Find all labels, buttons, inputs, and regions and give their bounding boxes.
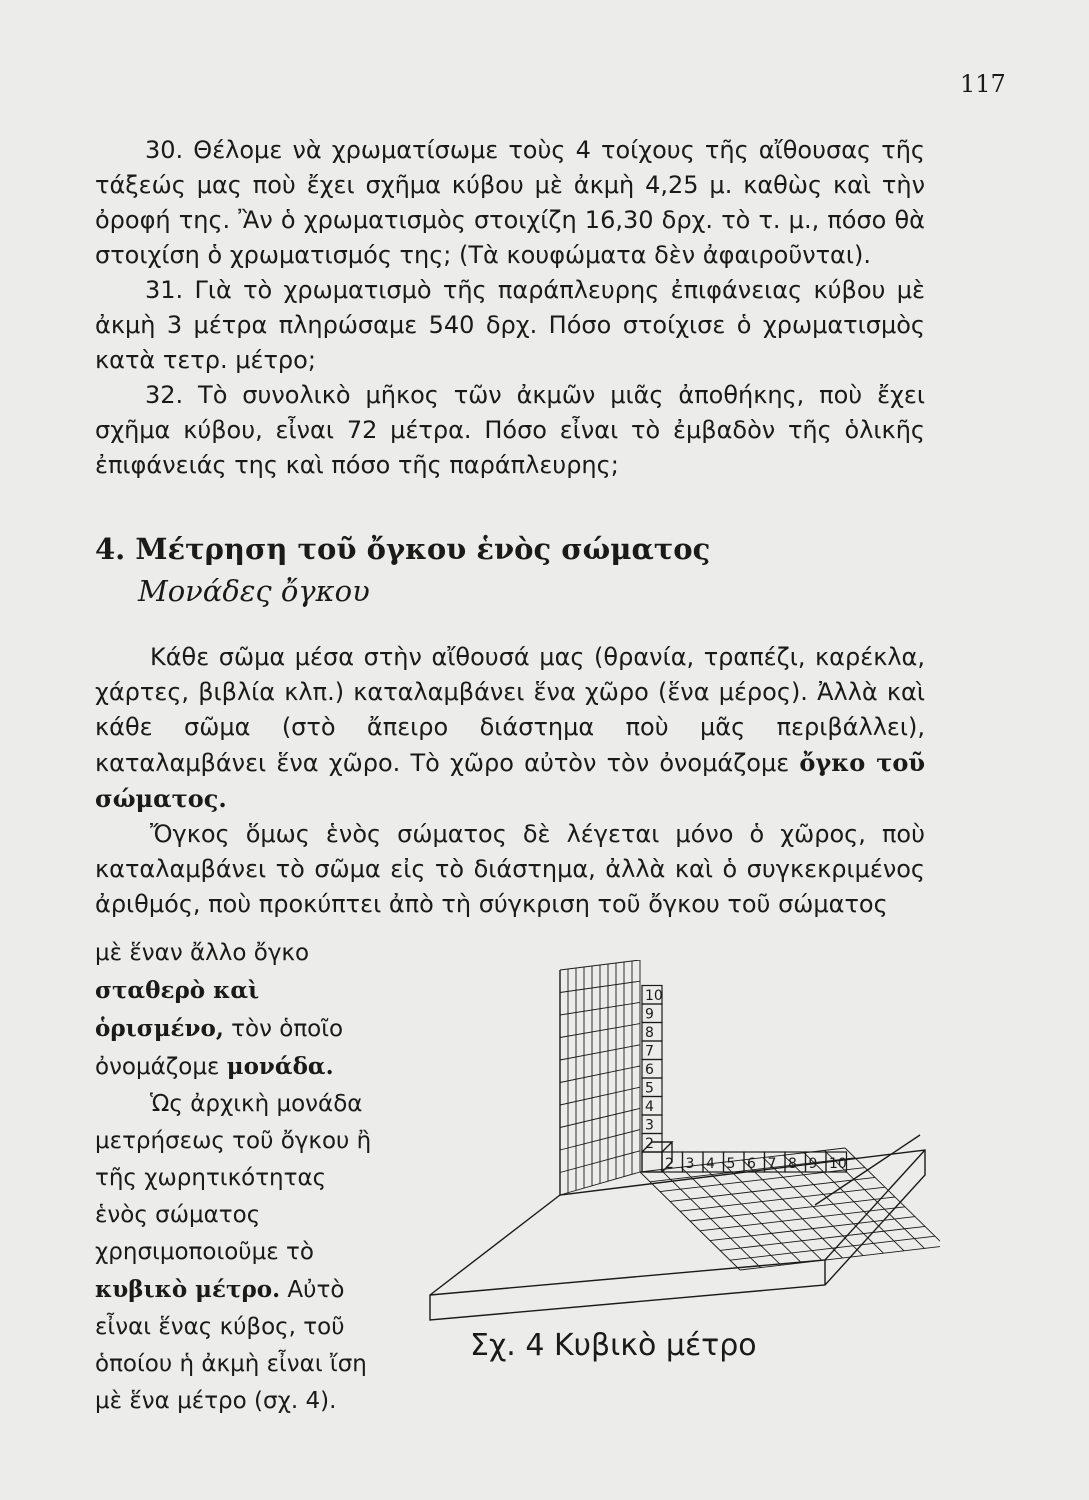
horizontal-scale-label: 2 — [665, 1156, 674, 1172]
vertical-scale-label: 10 — [645, 988, 663, 1004]
floor-grid-line — [740, 1246, 940, 1270]
horizontal-scale-label: 6 — [747, 1156, 756, 1172]
exercise-32: 32. Τὸ συνολικὸ μῆκος τῶν ἀκμῶν μιᾶς ἀποθήκης, ποὺ ἔχει σχῆμα κύβου, εἶναι 72 μέτρα. Πόσο εἶναι τὸ ἐμβαδὸν τῆς ὁλικῆς ἐπιφάνειάς της καὶ πόσο τῆς παράπλευρης; — [95, 381, 925, 479]
floor-grid-line — [720, 1226, 925, 1250]
page-number: 117 — [960, 70, 1006, 98]
paragraph-2-continuation — [95, 935, 380, 1086]
exercise-list — [95, 133, 925, 483]
floor-grid-line — [670, 1177, 875, 1201]
paragraph-3 — [95, 1086, 380, 1420]
vertical-scale-label: 2 — [645, 1136, 654, 1152]
exercise-30: 30. Θέλομε νὰ χρωματίσωμε τοὺς 4 τοίχους τῆς αἴθουσας τῆς τάξεώς μας ποὺ ἔχει σχῆμα κύβου μὲ ἀκμὴ 4,25 μ. καθὼς καὶ τὴν ὀροφή της. Ἂν ὁ χρωματισμὸς στοιχίζη 16,30 δρχ. τὸ τ. μ., πόσο θὰ στοιχίση ὁ χρωματισμός της; (Τὰ κουφώματα δὲν ἀφαιροῦνται). — [95, 136, 925, 269]
horizontal-scale-label: 3 — [685, 1156, 695, 1172]
horizontal-scale-label: 5 — [726, 1156, 736, 1172]
narrow-column-text — [95, 935, 380, 1420]
figure-caption: Σχ. 4 Κυβικὸ μέτρο — [470, 1328, 757, 1363]
floor-grid-line — [680, 1187, 885, 1211]
section-subtitle: Μονάδες ὄγκου — [138, 574, 370, 608]
horizontal-scale-label: 7 — [767, 1156, 777, 1172]
vertical-scale — [642, 986, 663, 1153]
horizontal-scale-label: 4 — [706, 1156, 715, 1172]
vertical-scale-label: 8 — [645, 1025, 654, 1041]
vertical-scale-label: 4 — [645, 1099, 654, 1115]
section-title: 4. Μέτρηση τοῦ ὄγκου ἑνὸς σώματος — [95, 532, 711, 566]
text-run: μὲ ἕναν ἄλλο ὄγκο — [95, 940, 310, 966]
intro-p1-term: ὄγκο τοῦ σώματος. — [95, 748, 925, 813]
text-run: τὸν ὁποῖο ὀνομάζομε — [95, 1016, 344, 1080]
floor-grid-line — [700, 1207, 905, 1231]
vertical-scale-label: 9 — [645, 1006, 654, 1023]
back-wall-line — [560, 970, 920, 1205]
term-unit: μονάδα. — [226, 1053, 334, 1080]
vertical-scale-label: 7 — [645, 1043, 654, 1060]
intro-text — [95, 640, 925, 922]
text-run: Αὐτὸ εἶναι ἕνας κύβος, τοῦ ὁποίου ἡ ἀκμὴ εἶναι ἴση μὲ ἕνα μέτρο (σχ. 4). — [95, 1277, 367, 1414]
horizontal-scale-label: 9 — [808, 1156, 818, 1172]
vertical-grid — [560, 960, 640, 1195]
intro-paragraph-2: Ὄγκος ὅμως ἑνὸς σώματος δὲ λέγεται μόνο ὁ χῶρος, ποὺ καταλαμβάνει τὸ σῶμα εἰς τὸ διάστημα, ἀλλὰ καὶ ὁ συγκεκριμένος ἀριθμός, ποὺ προκύπτει ἀπὸ τὴ σύγκριση τοῦ ὄγκου τοῦ σώματος — [95, 820, 925, 918]
vertical-scale-label: 3 — [645, 1117, 654, 1134]
exercise-31: 31. Γιὰ τὸ χρωματισμὸ τῆς παράπλευρης ἐπιφάνειας κύβου μὲ ἀκμὴ 3 μέτρα πληρώσαμε 540 δρχ. Πόσο στοίχισε ὁ χρωματισμὸς κατὰ τετρ. μέτρο; — [95, 276, 925, 374]
term-fixed-defined: σταθερὸ καὶ ὁρισμένο, — [95, 977, 260, 1042]
horizontal-scale-label: 10 — [829, 1156, 847, 1172]
intro-p1-text: Κάθε σῶμα μέσα στὴν αἴθουσά μας (θρανία, τραπέζι, καρέκλα, χάρτες, βιβλία κλπ.) καταλαμβάνει ἕνα χῶρο (ἕνα μέρος). Ἀλλὰ καὶ κάθε σῶμα (στὸ ἄπειρο διάστημα ποὺ μᾶς περιβάλλει), καταλαμβάνει ἕνα χῶρο. Τὸ χῶρο αὐτὸν τὸν ὀνομάζομε — [95, 643, 925, 777]
floor-grid-line — [710, 1217, 915, 1241]
vertical-scale-label: 6 — [645, 1062, 654, 1078]
floor-grid-line — [730, 1236, 935, 1260]
section-heading — [95, 528, 710, 612]
vertical-scale-label: 5 — [645, 1080, 654, 1097]
intro-paragraph-1 — [95, 640, 925, 817]
cubic-meter-figure — [420, 960, 940, 1330]
text-run: Ὡς ἀρχικὴ μονάδα μετρήσεως τοῦ ὄγκου ἢ τῆς χωρητικότητας ἑνὸς σώματος χρησιμοποιοῦμε τὸ — [95, 1091, 372, 1265]
horizontal-scale-label: 8 — [788, 1156, 797, 1172]
term-cubic-meter: κυβικὸ μέτρο. — [95, 1276, 281, 1303]
